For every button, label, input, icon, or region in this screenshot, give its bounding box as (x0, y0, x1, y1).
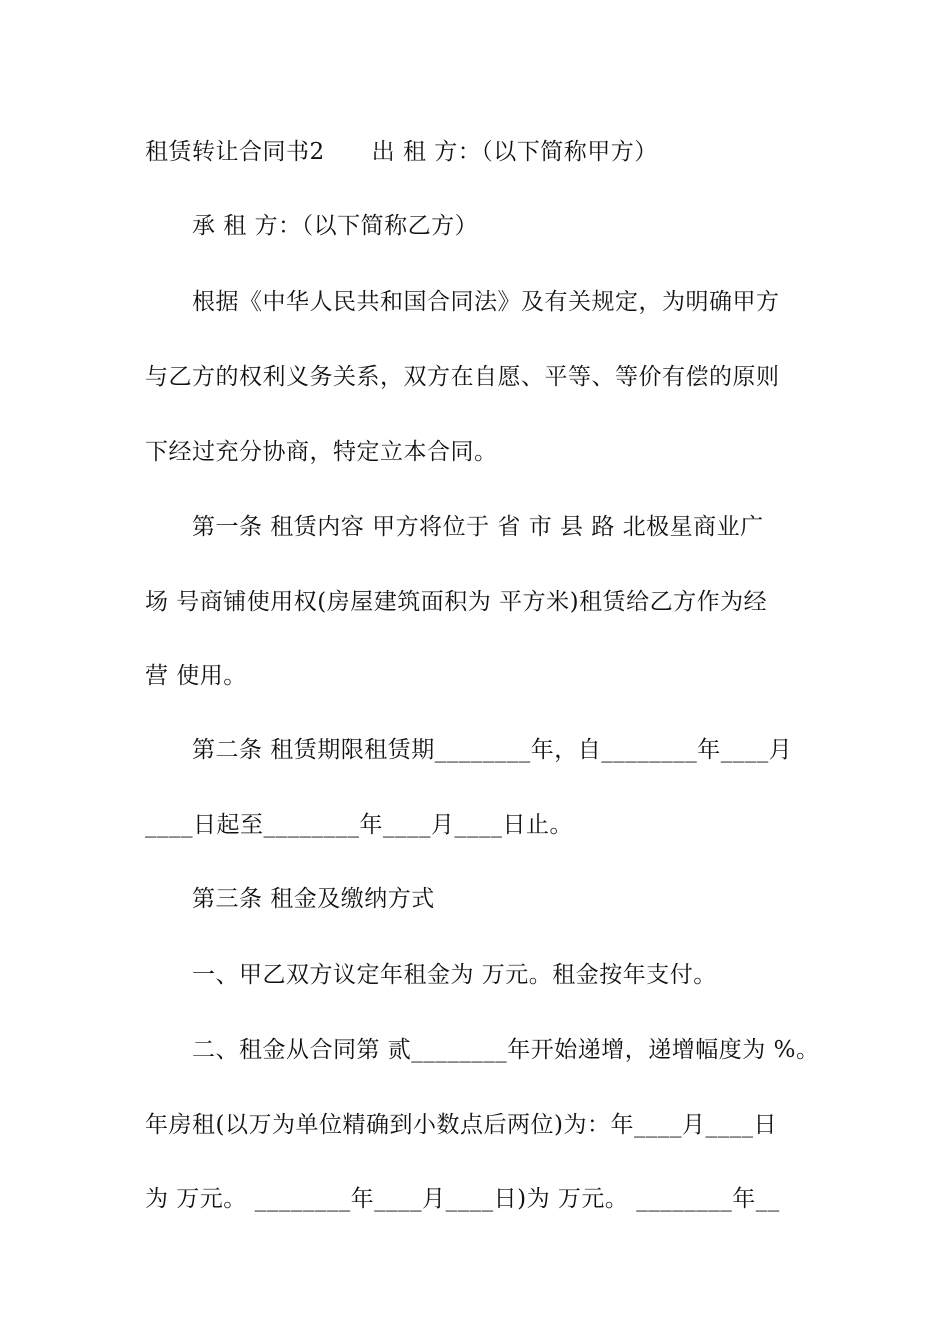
lessee-line: 承 租 方：（以下简称乙方） (192, 213, 479, 239)
clause-2-line: 二、租金从合同第 贰________年开始递增，递增幅度为 %。 (192, 1037, 820, 1063)
paragraph-line: 年房租(以万为单位精确到小数点后两位)为：年____月____日 (145, 1112, 777, 1138)
paragraph-line: 营 使用。 (145, 663, 247, 689)
article-2-line: 第二条 租赁期限租赁期________年，自________年____月 (192, 737, 793, 763)
title-line: 租赁转让合同书2 出 租 方：（以下简称甲方） (145, 139, 658, 165)
paragraph-line: 场 号商铺使用权(房屋建筑面积为 平方米)租赁给乙方作为经 (145, 589, 768, 615)
article-3-heading: 第三条 租金及缴纳方式 (192, 886, 435, 912)
paragraph-line: 根据《中华人民共和国合同法》及有关规定，为明确甲方 (192, 289, 780, 315)
paragraph-line: 下经过充分协商，特定立本合同。 (145, 439, 498, 465)
paragraph-line: 与乙方的权利义务关系，双方在自愿、平等、等价有偿的原则 (145, 364, 780, 390)
paragraph-line: 为 万元。 ________年____月____日)为 万元。 ________年__ (145, 1186, 780, 1212)
paragraph-line: ____日起至________年____月____日止。 (145, 812, 573, 838)
clause-1-line: 一、甲乙双方议定年租金为 万元。租金按年支付。 (192, 962, 717, 988)
article-1-line: 第一条 租赁内容 甲方将位于 省 市 县 路 北极星商业广 (192, 514, 764, 540)
